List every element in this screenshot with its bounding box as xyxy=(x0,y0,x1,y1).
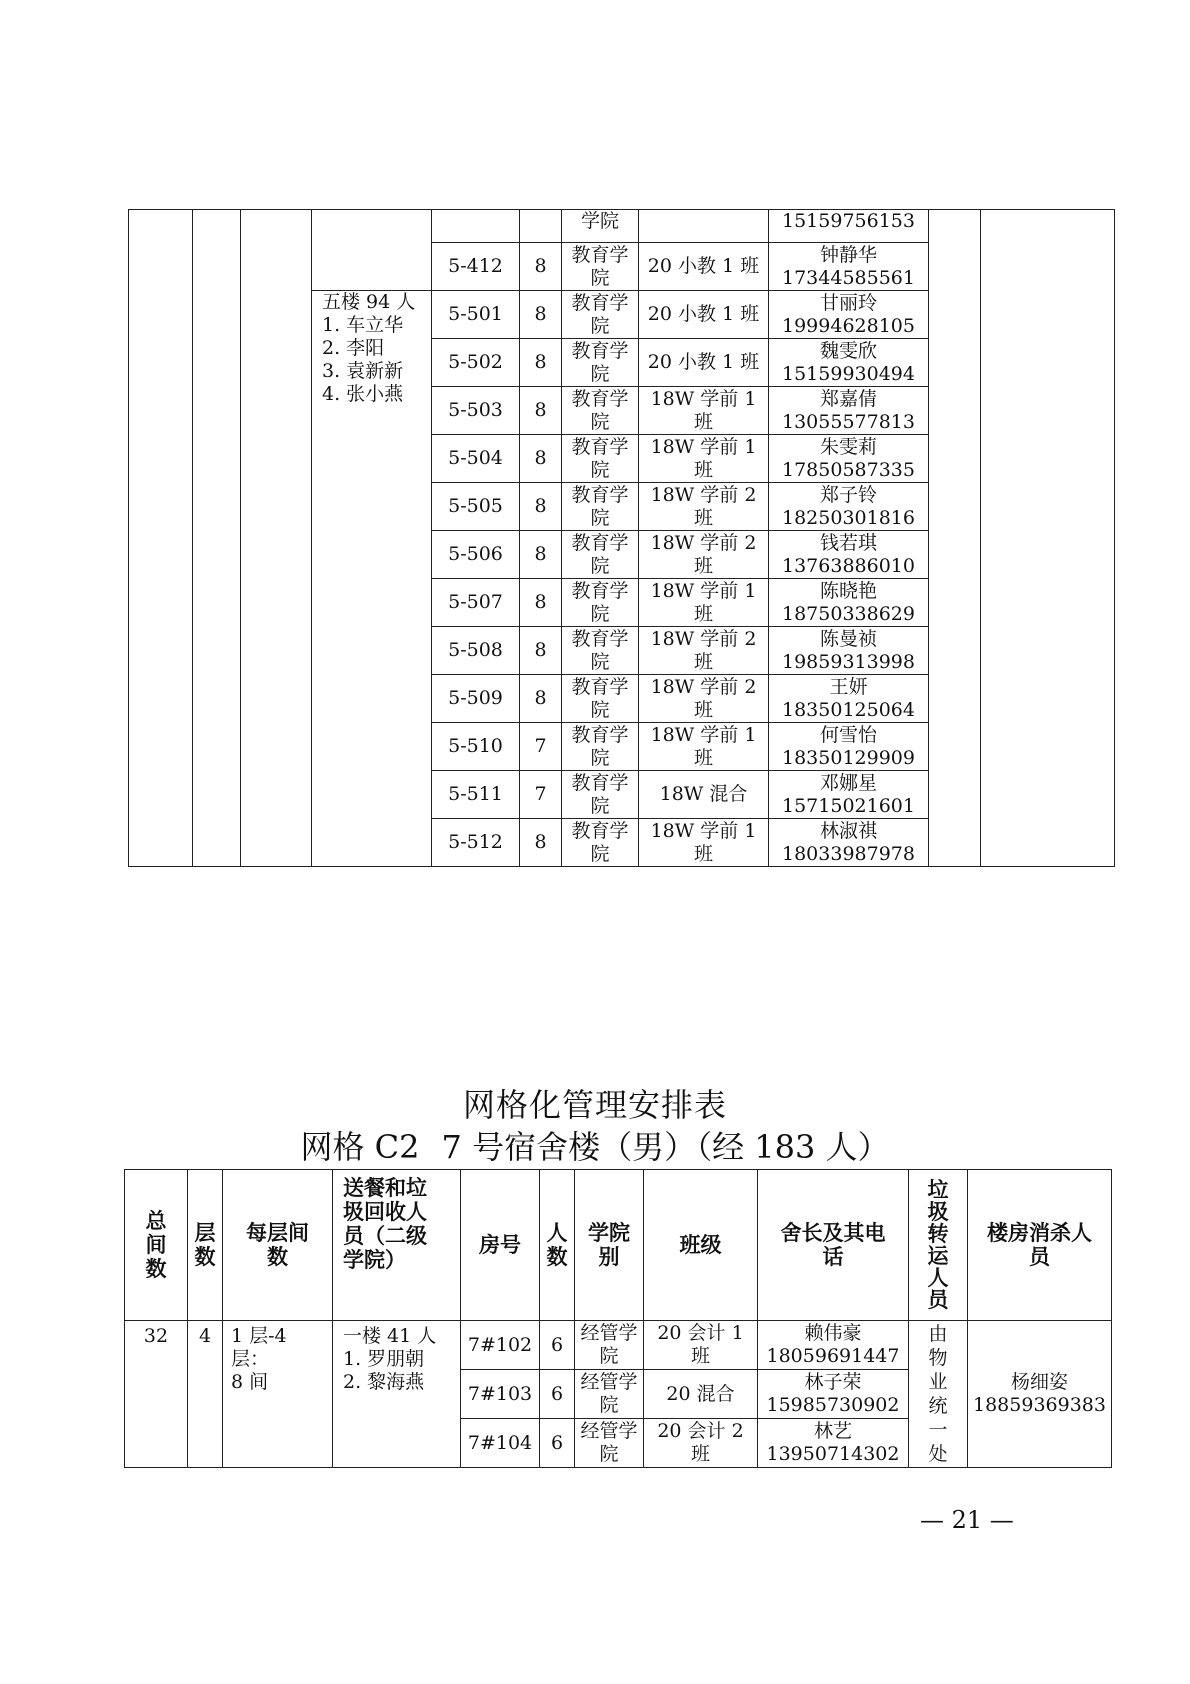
college-cell: 教育学院 xyxy=(562,339,639,387)
page-title: 网格化管理安排表 xyxy=(462,1086,727,1124)
people-cell: 8 xyxy=(520,291,562,339)
college-cell: 教育学院 xyxy=(562,579,639,627)
header-rooms-per-floor: 每层间 数 xyxy=(223,1170,333,1321)
header-college: 学院 别 xyxy=(575,1170,644,1321)
people-cell: 7 xyxy=(520,723,562,771)
leader-cell: 何雪怡 18350129909 xyxy=(769,723,929,771)
room-cell: 5-509 xyxy=(432,675,520,723)
class-cell: 18W 学前 1 班 xyxy=(639,387,769,435)
leader-cell: 邓娜星 15715021601 xyxy=(769,771,929,819)
college-cell: 教育学院 xyxy=(562,531,639,579)
room-cell: 7#102 xyxy=(461,1321,540,1370)
class-cell: 20 混合 xyxy=(644,1370,758,1419)
people-cell: 6 xyxy=(540,1370,575,1419)
page-number: — 21 — xyxy=(920,1506,1014,1534)
leader-cell: 郑子铃 18250301816 xyxy=(769,483,929,531)
floors-cell: 4 xyxy=(188,1321,223,1468)
leader-cell: 赖伟豪 18059691447 xyxy=(758,1321,909,1370)
people-cell: 8 xyxy=(520,435,562,483)
college-cell: 学院 xyxy=(562,210,639,243)
people-cell: 8 xyxy=(520,627,562,675)
room-cell: 5-508 xyxy=(432,627,520,675)
dorm-table-floor5 xyxy=(128,209,1115,867)
leader-cell: 林艺 13950714302 xyxy=(758,1419,909,1468)
people-cell xyxy=(520,210,562,243)
class-cell: 18W 学前 1 班 xyxy=(639,819,769,867)
college-cell: 经管学院 xyxy=(575,1321,644,1370)
leader-cell: 王妍 18350125064 xyxy=(769,675,929,723)
room-cell: 5-505 xyxy=(432,483,520,531)
leader-cell: 钱若琪 13763886010 xyxy=(769,531,929,579)
page-subtitle xyxy=(0,1128,1190,1166)
people-cell: 6 xyxy=(540,1321,575,1370)
leader-cell: 林淑祺 18033987978 xyxy=(769,819,929,867)
room-cell: 5-501 xyxy=(432,291,520,339)
leader-cell: 15159756153 xyxy=(769,210,929,243)
room-cell: 7#103 xyxy=(461,1370,540,1419)
college-cell: 经管学院 xyxy=(575,1370,644,1419)
college-cell: 教育学院 xyxy=(562,771,639,819)
garbage-cell xyxy=(929,210,981,867)
people-cell: 8 xyxy=(520,339,562,387)
college-cell: 教育学院 xyxy=(562,291,639,339)
college-cell: 教育学院 xyxy=(562,723,639,771)
room-cell xyxy=(432,210,520,243)
class-cell: 20 会计 2 班 xyxy=(644,1419,758,1468)
rooms-per-floor-cell: 1 层-4 层： 8 间 xyxy=(223,1321,333,1468)
people-cell: 7 xyxy=(520,771,562,819)
delivery-cell: 一楼 41 人 1. 罗朋朝 2. 黎海燕 xyxy=(333,1321,461,1468)
people-cell: 8 xyxy=(520,483,562,531)
class-cell: 18W 学前 2 班 xyxy=(639,483,769,531)
class-cell: 18W 学前 1 班 xyxy=(639,579,769,627)
people-cell: 8 xyxy=(520,579,562,627)
college-cell: 教育学院 xyxy=(562,435,639,483)
college-cell: 教育学院 xyxy=(562,819,639,867)
header-garbage: 垃 圾 转 运 人 员 xyxy=(909,1170,968,1321)
floors-cell xyxy=(193,210,241,867)
leader-cell: 朱雯莉 17850587335 xyxy=(769,435,929,483)
room-cell: 5-412 xyxy=(432,243,520,291)
leader-cell: 钟静华 17344585561 xyxy=(769,243,929,291)
people-cell: 8 xyxy=(520,243,562,291)
disinfect-cell: 杨细姿 18859369383 xyxy=(968,1321,1112,1468)
college-cell: 教育学院 xyxy=(562,387,639,435)
class-cell: 18W 学前 2 班 xyxy=(639,627,769,675)
class-cell: 20 会计 1 班 xyxy=(644,1321,758,1370)
building-label: 7 号宿舍楼（男）（经 183 人） xyxy=(441,1128,890,1166)
header-total-rooms: 总 间 数 xyxy=(125,1170,188,1321)
header-delivery: 送餐和垃 圾回收人 员（二级 学院） xyxy=(333,1170,461,1321)
people-cell: 8 xyxy=(520,531,562,579)
total-rooms-cell xyxy=(129,210,193,867)
people-cell: 6 xyxy=(540,1419,575,1468)
header-people: 人 数 xyxy=(540,1170,575,1321)
leader-cell: 林子荣 15985730902 xyxy=(758,1370,909,1419)
header-leader: 舍长及其电 话 xyxy=(758,1170,909,1321)
header-row xyxy=(125,1170,1112,1321)
people-cell: 8 xyxy=(520,387,562,435)
leader-cell: 甘丽玲 19994628105 xyxy=(769,291,929,339)
dorm-table-building7 xyxy=(124,1169,1112,1468)
leader-cell: 魏雯欣 15159930494 xyxy=(769,339,929,387)
college-cell: 教育学院 xyxy=(562,483,639,531)
rooms-per-floor-cell xyxy=(241,210,312,867)
class-cell: 18W 学前 2 班 xyxy=(639,531,769,579)
class-cell: 18W 学前 1 班 xyxy=(639,435,769,483)
college-cell: 经管学院 xyxy=(575,1419,644,1468)
room-cell: 5-511 xyxy=(432,771,520,819)
people-cell: 8 xyxy=(520,819,562,867)
room-cell: 7#104 xyxy=(461,1419,540,1468)
class-cell: 20 小教 1 班 xyxy=(639,243,769,291)
leader-cell: 陈晓艳 18750338629 xyxy=(769,579,929,627)
room-cell: 5-510 xyxy=(432,723,520,771)
people-cell: 8 xyxy=(520,675,562,723)
college-cell: 教育学院 xyxy=(562,627,639,675)
delivery-cell-prev xyxy=(312,210,432,291)
header-class: 班级 xyxy=(644,1170,758,1321)
header-disinfect: 楼房消杀人 员 xyxy=(968,1170,1112,1321)
header-room: 房号 xyxy=(461,1170,540,1321)
header-floors: 层 数 xyxy=(188,1170,223,1321)
room-cell: 5-506 xyxy=(432,531,520,579)
room-cell: 5-507 xyxy=(432,579,520,627)
class-cell xyxy=(639,210,769,243)
leader-cell: 郑嘉倩 13055577813 xyxy=(769,387,929,435)
disinfect-cell xyxy=(981,210,1115,867)
grid-label: 网格 C2 xyxy=(300,1128,420,1166)
class-cell: 18W 混合 xyxy=(639,771,769,819)
room-cell: 5-504 xyxy=(432,435,520,483)
garbage-cell: 由 物 业 统 一 处 xyxy=(909,1321,968,1468)
room-cell: 5-512 xyxy=(432,819,520,867)
total-rooms-cell: 32 xyxy=(125,1321,188,1468)
college-cell: 教育学院 xyxy=(562,675,639,723)
class-cell: 18W 学前 2 班 xyxy=(639,675,769,723)
table-row xyxy=(125,1321,1112,1370)
room-cell: 5-502 xyxy=(432,339,520,387)
college-cell: 教育学院 xyxy=(562,243,639,291)
class-cell: 20 小教 1 班 xyxy=(639,291,769,339)
floor-group-cell: 五楼 94 人 1. 车立华 2. 李阳 3. 袁新新 4. 张小燕 xyxy=(312,291,432,867)
class-cell: 18W 学前 1 班 xyxy=(639,723,769,771)
room-cell: 5-503 xyxy=(432,387,520,435)
table-row xyxy=(129,210,1115,243)
class-cell: 20 小教 1 班 xyxy=(639,339,769,387)
leader-cell: 陈曼祯 19859313998 xyxy=(769,627,929,675)
